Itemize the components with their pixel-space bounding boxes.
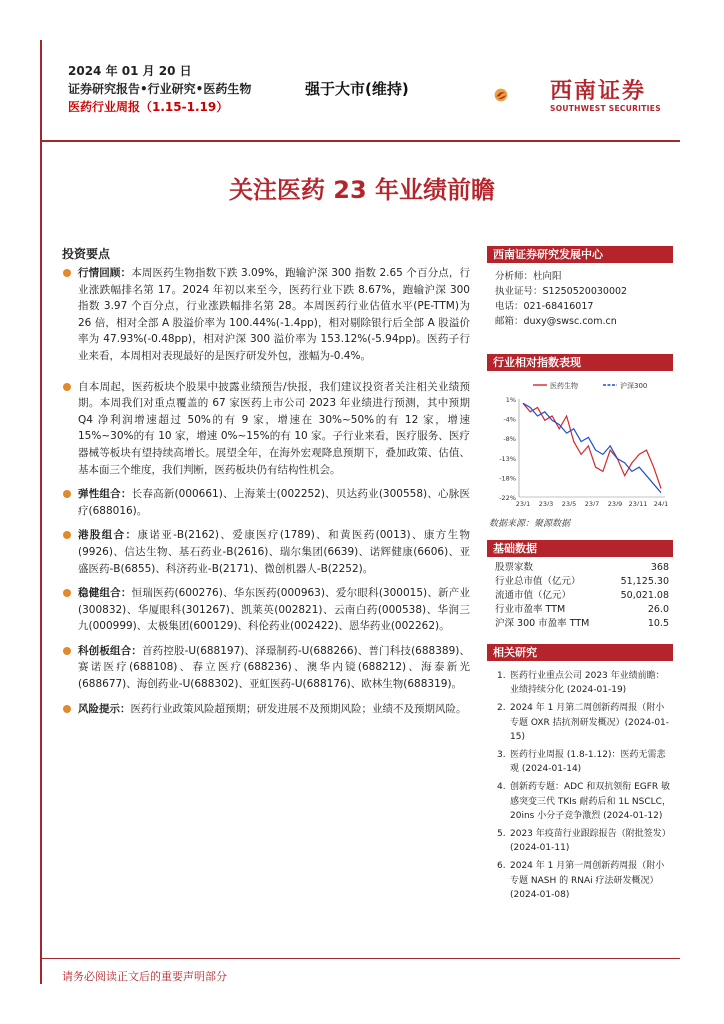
related-item-text: 创新药专题：ADC 和双抗领衔 EGFR 敏感突变三代 TKIs 耐药后和 1L NSCLC，20ins 小分子竞争激烈 (2024-01-12) — [510, 782, 671, 821]
footer-rule — [40, 958, 680, 959]
bullet-dot-icon — [63, 383, 71, 391]
related-item-number: 5. — [497, 829, 506, 840]
basic-data-key: 行业市盈率 TTM — [495, 604, 566, 615]
bullet-text: 自本周起，医药板块个股果中披露业绩预告/快报，我们建议投资者关注相关业绩预期。本周我们对重点覆盖的 67 家医药上市公司 2023 年业绩进行预测，其中预期 Q4 净利润增速超过 50%的有 9 家，增速在 30%~50%的有 12 家，增速 15%~30%的有 10 家，增速 0%~15%的有 10 家。子行业来看，医疗服务、医疗器械等板块有望持续高增长。展望全年，在海外宏观降息预期下，叠加政策、估值、基本面三个维度，我们判断，医药板块仍有结构性机会。 — [78, 380, 470, 476]
related-item-number: 1. — [497, 671, 506, 681]
bullet-dot-icon — [63, 269, 71, 277]
basic-data-row — [495, 589, 669, 603]
bullet-lead: 行情回顾： — [78, 267, 132, 279]
bullet-dot-icon — [63, 647, 71, 655]
related-item[interactable] — [497, 780, 673, 823]
basic-data-value: 368 — [650, 562, 669, 573]
related-item[interactable] — [497, 859, 673, 902]
basic-data-row — [495, 617, 669, 631]
basic-data-value: 10.5 — [647, 618, 669, 629]
summary-bullet — [62, 527, 470, 577]
basic-data-key: 股票家数 — [495, 562, 534, 573]
bullet-lead: 弹性组合： — [78, 488, 132, 501]
related-item-number: 2. — [497, 703, 506, 714]
y-tick-label: -18% — [499, 474, 516, 483]
bullet-dot-icon — [63, 490, 71, 498]
basic-data-value: 26.0 — [647, 604, 669, 615]
analyst-line: 邮箱：duxy@swsc.com.cn — [495, 316, 617, 327]
bullet-dot-icon — [63, 705, 71, 713]
bullet-lead: 风险提示： — [78, 702, 131, 715]
summary-bullet — [62, 379, 470, 479]
analyst-panel — [487, 246, 673, 329]
analyst-line: 分析师：杜向阳 — [495, 271, 562, 282]
basic-data-key: 沪深 300 市盈率 TTM — [495, 618, 590, 629]
y-tick-label: -13% — [499, 454, 516, 463]
summary-bullet — [62, 486, 470, 519]
y-tick-label: -22% — [499, 494, 516, 502]
index-chart-heading: 行业相对指数表现 — [487, 354, 673, 371]
series-line-pharma — [523, 403, 661, 488]
relative-index-chart — [487, 371, 673, 506]
basic-data-row — [495, 603, 669, 617]
logo-en: SOUTHWEST SECURITIES — [550, 104, 661, 113]
related-heading: 相关研究 — [487, 644, 673, 661]
related-item[interactable] — [497, 669, 673, 697]
basic-data-heading: 基础数据 — [487, 540, 673, 557]
report-date: 2024 年 01 月 20 日 — [68, 64, 192, 78]
basic-data-table — [487, 557, 673, 631]
related-list — [487, 661, 673, 902]
bullet-text: 首药控股-U(688197)、泽璟制药-U(688266)、普门科技(688389)、赛诺医疗(688108)、春立医疗(688236)、澳华内镜(688212)、海泰新光(688677)、海创药业-U(688302)、亚虹医药-U(688176)、欧林生物(688319)。 — [78, 644, 471, 691]
related-item-text: 医药行业重点公司 2023 年业绩前瞻：业绩持续分化 (2024-01-19) — [510, 671, 665, 696]
chart-source: 数据来源：聚源数据 — [489, 519, 571, 529]
rating: 强于大市(维持) — [305, 80, 409, 98]
page-title: 关注医药 23 年业绩前瞻 — [228, 176, 496, 204]
x-tick-label: 23/7 — [584, 500, 600, 506]
x-tick-label: 23/5 — [561, 500, 577, 506]
related-item-number: 6. — [497, 861, 506, 872]
related-item[interactable] — [497, 748, 673, 776]
index-chart-panel — [487, 354, 673, 529]
bullet-text: 本周医药生物指数下跌 3.09%，跑输沪深 300 指数 2.65 个百分点，行业涨跌幅排名第 17。2024 年初以来至今，医药行业下跌 8.67%，跑输沪深 300 指数 3.97 个百分点，行业涨跌幅排名第 28。本周医药行业估值水平(PE-TTM)为 26 倍，相对全部 A 股溢价率为 100.44%(-1.4pp)，相对剔除银行后全部 A 股溢价率为 47.93%(-0.48pp)，相对沪深 300 溢价率为 153.12%(-5.94pp)。医药子行业来看，本周相对表现最好的是医疗研发外包，涨幅为-0.4%。 — [78, 267, 470, 362]
analyst-line: 电话：021-68416017 — [495, 301, 594, 312]
y-tick-label: -4% — [503, 415, 516, 424]
company-logo-icon — [494, 70, 546, 120]
header-meta — [68, 62, 251, 116]
report-category: 证券研究报告•行业研究•医药生物 — [68, 82, 252, 96]
bullet-lead: 科创板组合： — [78, 644, 142, 657]
bullet-text: 恒瑞医药(600276)、华东医药(000963)、爱尔眼科(300015)、新产业(300832)、华厦眼科(301267)、凯莱英(002821)、云南白药(000538)、华润三九(000999)、太极集团(600129)、科伦药业(002422)、恩华药业(002262)。 — [78, 587, 471, 633]
summary-body — [62, 265, 470, 725]
summary-bullet — [62, 265, 470, 365]
related-item-text: 医药行业周报 (1.8-1.12)：医药无需悲观 (2024-01-14) — [510, 750, 666, 775]
basic-data-row — [495, 575, 669, 589]
bullet-lead: 港股组合： — [78, 529, 138, 542]
x-tick-label: 23/1 — [515, 500, 531, 506]
analyst-line: 执业证号：S1250520030002 — [495, 286, 628, 297]
x-tick-label: 23/3 — [538, 500, 554, 506]
analyst-lines — [487, 263, 673, 329]
related-item-text: 2023 年疫苗行业跟踪报告（附批签发）(2024-01-11) — [510, 829, 671, 854]
bullet-dot-icon — [63, 531, 71, 539]
basic-data-row — [495, 561, 669, 575]
summary-bullet — [62, 643, 470, 693]
summary-bullet — [62, 585, 470, 635]
bullet-lead: 稳健组合： — [78, 587, 132, 600]
basic-data-key: 行业总市值（亿元） — [495, 576, 581, 587]
related-item[interactable] — [497, 827, 673, 855]
footer-disclaimer: 请务必阅读正文后的重要声明部分 — [62, 970, 227, 983]
basic-data-panel — [487, 540, 673, 631]
x-tick-label: 23/9 — [607, 500, 623, 506]
related-item-text: 2024 年 1 月第二周创新药周报（附小专题 OXR 拮抗剂研发概况）(2024-01-15) — [510, 703, 670, 742]
bullet-dot-icon — [63, 589, 71, 597]
y-tick-label: -8% — [503, 435, 516, 444]
basic-data-value: 51,125.30 — [620, 576, 669, 587]
related-panel — [487, 644, 673, 906]
summary-bullet — [62, 701, 470, 718]
analyst-heading: 西南证券研究发展中心 — [487, 246, 673, 263]
related-item[interactable] — [497, 701, 673, 744]
bullet-text: 康诺亚-B(2162)、爱康医疗(1789)、和黄医药(0013)、康方生物(9926)、信达生物、基石药业-B(2616)、瑞尔集团(6639)、诺辉健康(6606)、亚盛医药-B(6855)、科济药业-B(2171)、微创机器人-B(2252)。 — [78, 529, 470, 575]
related-item-number: 3. — [497, 750, 506, 761]
bullet-text: 长春高新(000661)、上海莱士(002252)、贝达药业(300558)、心脉医疗(688016)。 — [78, 488, 471, 517]
summary-label: 投资要点 — [62, 247, 111, 261]
series-line-hs300 — [523, 403, 661, 492]
logo-cn: 西南证券 — [550, 78, 647, 104]
basic-data-key: 流通市值（亿元） — [495, 590, 572, 601]
legend-label: 医药生物 — [550, 382, 578, 390]
basic-data-value: 50,021.08 — [620, 590, 669, 601]
bullet-text: 医药行业政策风险超预期；研发进展不及预期风险；业绩不及预期风险。 — [130, 702, 467, 715]
header-rule — [40, 140, 680, 142]
related-item-number: 4. — [497, 782, 506, 793]
y-tick-label: 1% — [505, 396, 516, 404]
report-name: 医药行业周报（1.15-1.19） — [68, 100, 229, 114]
legend-label: 沪深300 — [620, 382, 648, 390]
x-tick-label: 23/11 — [628, 500, 648, 506]
x-tick-label: 24/1 — [653, 500, 669, 506]
related-item-text: 2024 年 1 月第一周创新药周报（附小专题 NASH 的 RNAi 疗法研发概况）(2024-01-08) — [510, 861, 665, 900]
